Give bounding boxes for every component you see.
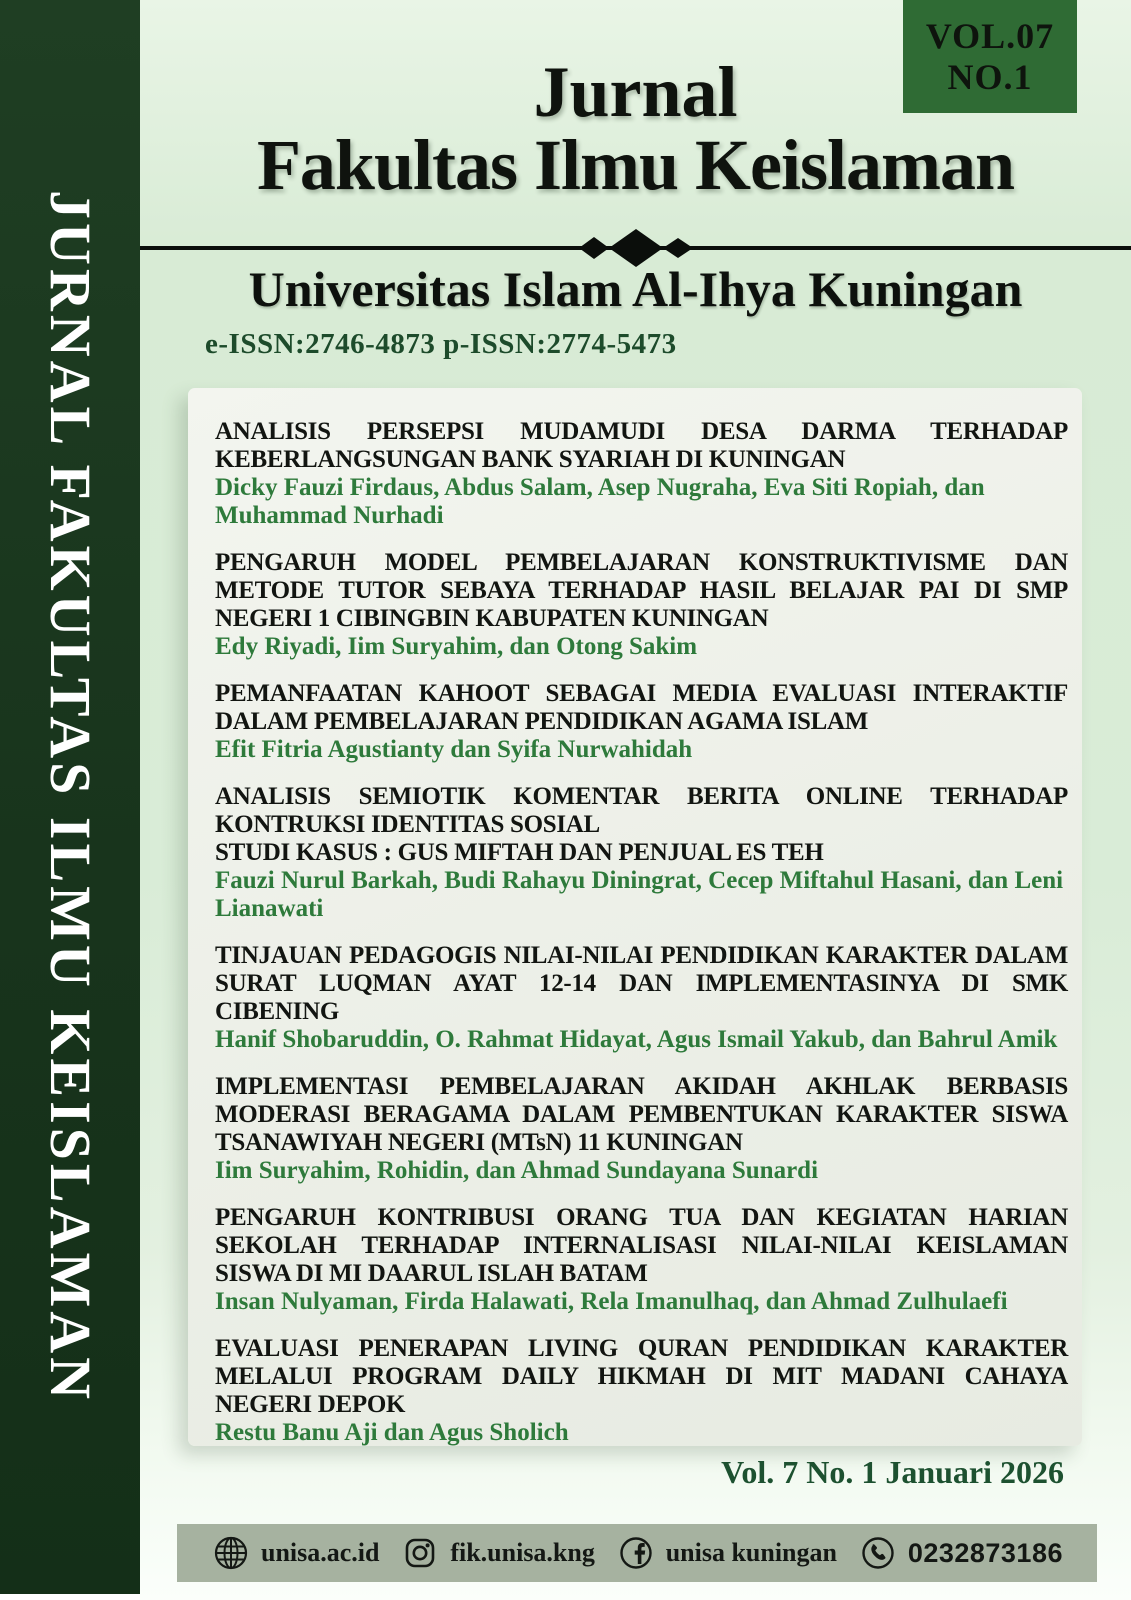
website-label: unisa.ac.id bbox=[261, 1538, 380, 1567]
phone-icon bbox=[858, 1533, 898, 1573]
article-authors: Hanif Shobaruddin, O. Rahmat Hidayat, Agus Ismail Yakub, dan Bahrul Amik bbox=[215, 1026, 1058, 1053]
article-title: IMPLEMENTASI PEMBELAJARAN AKIDAH AKHLAK BERBASIS MODERASI BERAGAMA DALAM PEMBENTUKAN KARAKTER SISWA TSANAWIYAH NEGERI (MTsN) 11 KUNINGAN bbox=[215, 1073, 1068, 1156]
instagram-contact[interactable] bbox=[400, 1533, 595, 1573]
article-entry bbox=[215, 418, 1068, 530]
contact-footer-bar bbox=[177, 1524, 1097, 1582]
phone-contact[interactable] bbox=[858, 1533, 1063, 1573]
article-entry bbox=[215, 783, 1068, 923]
facebook-label: unisa kuningan bbox=[665, 1538, 837, 1567]
article-authors: Insan Nulyaman, Firda Halawati, Rela Imanulhaq, dan Ahmad Zulhulaefi bbox=[215, 1288, 1008, 1315]
volume-badge-line1: VOL.07 bbox=[925, 16, 1055, 57]
article-title: PEMANFAATAN KAHOOT SEBAGAI MEDIA EVALUASI INTERAKTIF DALAM PEMBELAJARAN PENDIDIKAN AGAMA ISLAM bbox=[215, 680, 1068, 735]
article-subtitle: STUDI KASUS : GUS MIFTAH DAN PENJUAL ES TEH bbox=[215, 839, 824, 866]
article-authors: Fauzi Nurul Barkah, Budi Rahayu Diningrat, Cecep Miftahul Hasani, dan Leni Lianawati bbox=[215, 867, 1064, 922]
article-entry bbox=[215, 680, 1068, 764]
globe-icon bbox=[211, 1533, 251, 1573]
article-title: EVALUASI PENERAPAN LIVING QURAN PENDIDIKAN KARAKTER MELALUI PROGRAM DAILY HIKMAH DI MIT MADANI CAHAYA NEGERI DEPOK bbox=[215, 1335, 1068, 1418]
website-contact[interactable] bbox=[211, 1533, 380, 1573]
volume-badge-line2: NO.1 bbox=[947, 56, 1033, 97]
divider-rule-left bbox=[140, 246, 551, 250]
edition-label: Vol. 7 No. 1 Januari 2026 bbox=[721, 1454, 1064, 1490]
article-entry bbox=[215, 942, 1068, 1054]
article-authors: Efit Fitria Agustianty dan Syifa Nurwahidah bbox=[215, 736, 693, 763]
table-of-contents-panel bbox=[188, 388, 1082, 1446]
article-authors: Edy Riyadi, Iim Suryahim, dan Otong Sakim bbox=[215, 633, 698, 660]
issn-line: e-ISSN:2746-4873 p-ISSN:2774-5473 bbox=[205, 328, 677, 360]
spine-title: JURNAL FAKULTAS ILMU KEISLAMAN bbox=[38, 190, 103, 1404]
article-title: ANALISIS SEMIOTIK KOMENTAR BERITA ONLINE TERHADAP KONTRUKSI IDENTITAS SOSIAL bbox=[215, 783, 1068, 838]
article-entry bbox=[215, 549, 1068, 661]
instagram-label: fik.unisa.kng bbox=[450, 1538, 595, 1567]
journal-title-line2: Fakultas Ilmu Keislaman bbox=[256, 125, 1015, 206]
journal-spine bbox=[0, 0, 140, 1594]
instagram-icon bbox=[400, 1533, 440, 1573]
facebook-icon bbox=[616, 1533, 656, 1573]
phone-label: 0232873186 bbox=[907, 1537, 1063, 1568]
journal-title-line1: Jurnal bbox=[533, 52, 738, 132]
article-entry bbox=[215, 1204, 1068, 1316]
divider-rule-right bbox=[721, 246, 1131, 250]
article-authors: Dicky Fauzi Firdaus, Abdus Salam, Asep Nugraha, Eva Siti Ropiah, dan Muhammad Nurhadi bbox=[215, 474, 985, 529]
article-authors: Iim Suryahim, Rohidin, dan Ahmad Sundayana Sunardi bbox=[215, 1157, 819, 1184]
article-title: PENGARUH MODEL PEMBELAJARAN KONSTRUKTIVISME DAN METODE TUTOR SEBAYA TERHADAP HASIL BELAJAR PAI DI SMP NEGERI 1 CIBINGBIN KABUPATEN KUNINGAN bbox=[215, 549, 1068, 632]
article-title: PENGARUH KONTRIBUSI ORANG TUA DAN KEGIATAN HARIAN SEKOLAH TERHADAP INTERNALISASI NILAI-NILAI KEISLAMAN SISWA DI MI DAARUL ISLAH BATAM bbox=[215, 1204, 1068, 1287]
article-authors: Restu Banu Aji dan Agus Sholich bbox=[215, 1419, 569, 1446]
facebook-contact[interactable] bbox=[616, 1533, 837, 1573]
journal-masthead bbox=[140, 52, 1131, 206]
article-title: ANALISIS PERSEPSI MUDAMUDI DESA DARMA TERHADAP KEBERLANGSUNGAN BANK SYARIAH DI KUNINGAN bbox=[215, 418, 1068, 473]
university-name: Universitas Islam Al-Ihya Kuningan bbox=[248, 261, 1023, 317]
article-title: TINJAUAN PEDAGOGIS NILAI-NILAI PENDIDIKAN KARAKTER DALAM SURAT LUQMAN AYAT 12-14 DAN IMPLEMENTASINYA DI SMK CIBENING bbox=[215, 942, 1068, 1025]
article-entry bbox=[215, 1073, 1068, 1185]
article-entry bbox=[215, 1335, 1068, 1447]
